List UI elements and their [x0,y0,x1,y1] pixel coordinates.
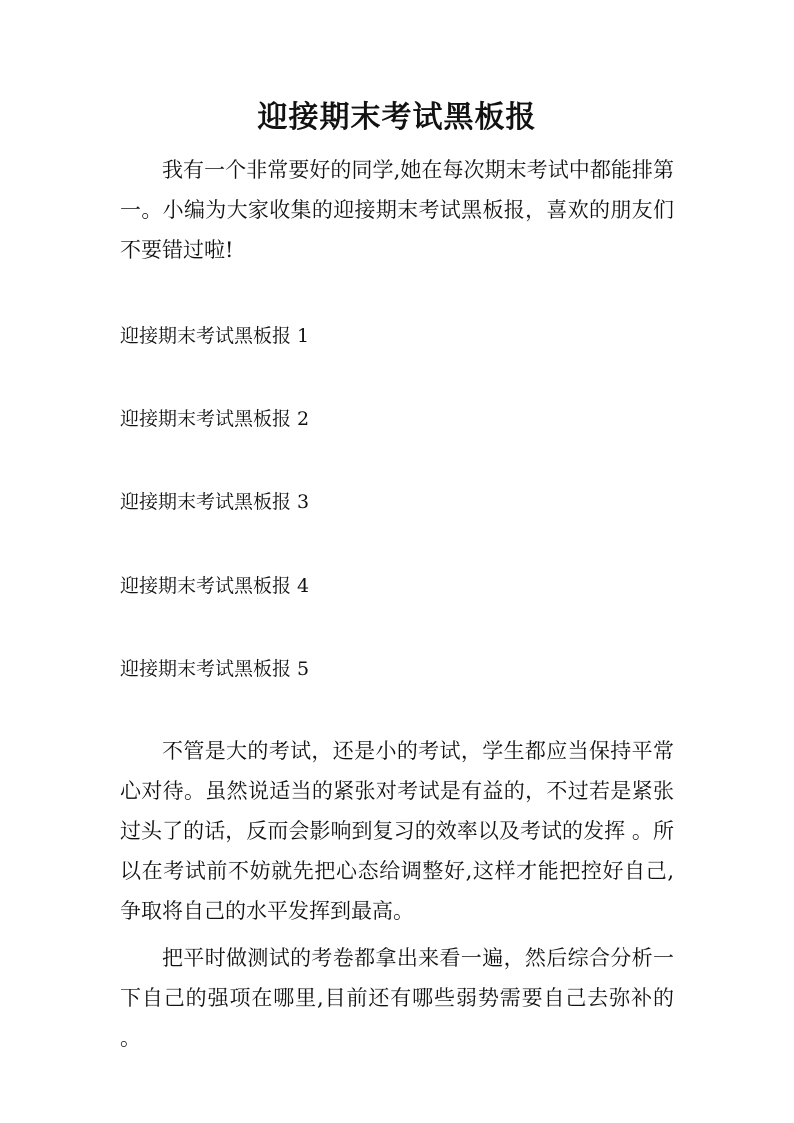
list-item: 迎接期末考试黑板报 5 [120,658,310,680]
intro-paragraph: 我有一个非常要好的同学,她在每次期末考试中都能排第一。小编为大家收集的迎接期末考试黑板报，喜欢的朋友们不要错过啦! [120,158,674,262]
list-item: 迎接期末考试黑板报 1 [120,325,310,347]
list-item: 迎接期末考试黑板报 2 [120,408,310,430]
list-item: 迎接期末考试黑板报 3 [120,491,310,513]
body-paragraph: 不管是大的考试，还是小的考试，学生都应当保持平常心对待。虽然说适当的紧张对考试是有益的，不过若是紧张过头了的话，反而会影响到复习的效率以及考试的发挥 。所以在考试前不妨就先把心态给调整好,这样才能把控好自己,争取将自己的水平发挥到最高。 [120,739,674,923]
body-paragraph: 把平时做测试的考卷都拿出来看一遍，然后综合分析一下自己的强项在哪里,目前还有哪些弱势需要自己去弥补的 。 [120,946,674,1050]
list-item: 迎接期末考试黑板报 4 [120,575,310,597]
page-title: 迎接期末考试黑板报 [257,100,537,135]
